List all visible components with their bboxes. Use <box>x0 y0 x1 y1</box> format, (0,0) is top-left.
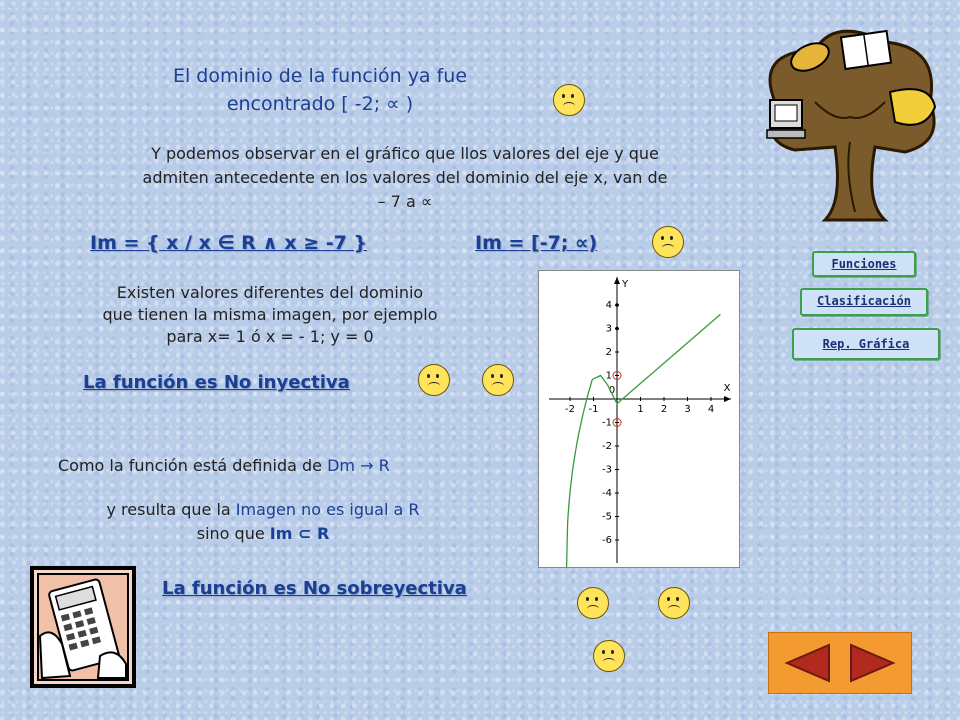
y-tick-label: -1 <box>602 417 612 429</box>
nav-button-rep-grafica[interactable]: Rep. Gráfica <box>792 328 940 360</box>
smiley-icon <box>658 587 690 619</box>
y-tick-label: 1 <box>605 370 612 382</box>
function-curve <box>567 314 721 567</box>
function-graph <box>538 270 740 568</box>
x-tick-label: -2 <box>565 404 575 415</box>
observation-line-1: Y podemos observar en el gráfico que llos valores del eje y que <box>151 144 659 163</box>
y-tick-label: 4 <box>605 300 612 311</box>
no-inyectiva-label: La función es No inyectiva <box>83 372 350 393</box>
resulta-prefix-1: y resulta que la <box>106 500 236 519</box>
observation-text <box>70 142 740 214</box>
image-set-definition: Im = { x / x ∈ R ∧ x ≥ -7 } <box>90 232 368 254</box>
y-axis-label: Y <box>621 279 629 290</box>
intro-line-2: encontrado [ -2; ∝ ) <box>226 93 414 115</box>
x-tick-label: 4 <box>707 404 715 415</box>
origin-label: 0 <box>608 385 616 396</box>
x-tick-label: 2 <box>660 404 668 415</box>
y-axis-arrow <box>614 277 620 284</box>
x-tick-label: -1 <box>588 404 599 415</box>
y-tick-label: -4 <box>602 488 612 499</box>
smiley-icon <box>652 226 684 258</box>
example-line-3: para x= 1 ó x = - 1; y = 0 <box>166 327 374 346</box>
previous-slide-button[interactable] <box>775 639 835 687</box>
como-domain: Dm → R <box>327 456 390 475</box>
example-line-2: que tienen la misma imagen, por ejemplo <box>102 305 438 324</box>
smiley-icon <box>553 84 585 116</box>
y-tick-label: -2 <box>602 441 612 452</box>
image-interval: Im = [-7; ∝) <box>475 232 598 254</box>
y-tick-label: -3 <box>602 464 612 476</box>
y-tick-label: -5 <box>602 511 612 523</box>
point-marker <box>615 327 619 331</box>
next-slide-button[interactable] <box>845 639 905 687</box>
calculator-clipart-icon <box>30 566 136 688</box>
intro-text <box>130 62 510 118</box>
example-line-1: Existen valores diferentes del dominio <box>116 283 424 302</box>
intro-line-1: El dominio de la función ya fue <box>172 65 468 87</box>
x-tick-label: 3 <box>684 404 691 415</box>
y-tick-label: -6 <box>602 535 612 546</box>
x-tick-label: 1 <box>637 404 644 415</box>
point-marker <box>615 303 619 307</box>
resulta-prefix-2: sino que <box>196 524 270 543</box>
resulta-highlight-2: Im ⊂ R <box>269 524 330 543</box>
smiley-icon <box>482 364 514 396</box>
nav-button-funciones[interactable]: Funciones <box>812 251 916 277</box>
tree-clipart-icon <box>755 22 945 222</box>
como-text <box>58 456 390 475</box>
nav-button-clasificacion[interactable]: Clasificación <box>800 288 928 316</box>
y-tick-label: 2 <box>605 347 612 358</box>
triangle-right-icon <box>845 639 905 687</box>
navigation-panel <box>768 632 912 694</box>
como-prefix: Como la función está definida de <box>58 456 328 475</box>
y-tick-label: 3 <box>605 323 612 335</box>
resulta-text <box>58 498 468 546</box>
x-axis-arrow <box>724 396 731 402</box>
smiley-icon <box>418 364 450 396</box>
example-text <box>60 282 480 348</box>
smiley-icon <box>577 587 609 619</box>
smiley-icon <box>593 640 625 672</box>
no-sobreyectiva-label: La función es No sobreyectiva <box>162 578 467 599</box>
x-axis-label: X <box>723 383 731 394</box>
observation-line-2: admiten antecedente en los valores del dominio del eje x, van de <box>142 168 668 187</box>
triangle-left-icon <box>775 639 835 687</box>
observation-line-3: – 7 a ∝ <box>377 192 433 211</box>
resulta-highlight-1: Imagen no es igual a R <box>235 500 420 519</box>
